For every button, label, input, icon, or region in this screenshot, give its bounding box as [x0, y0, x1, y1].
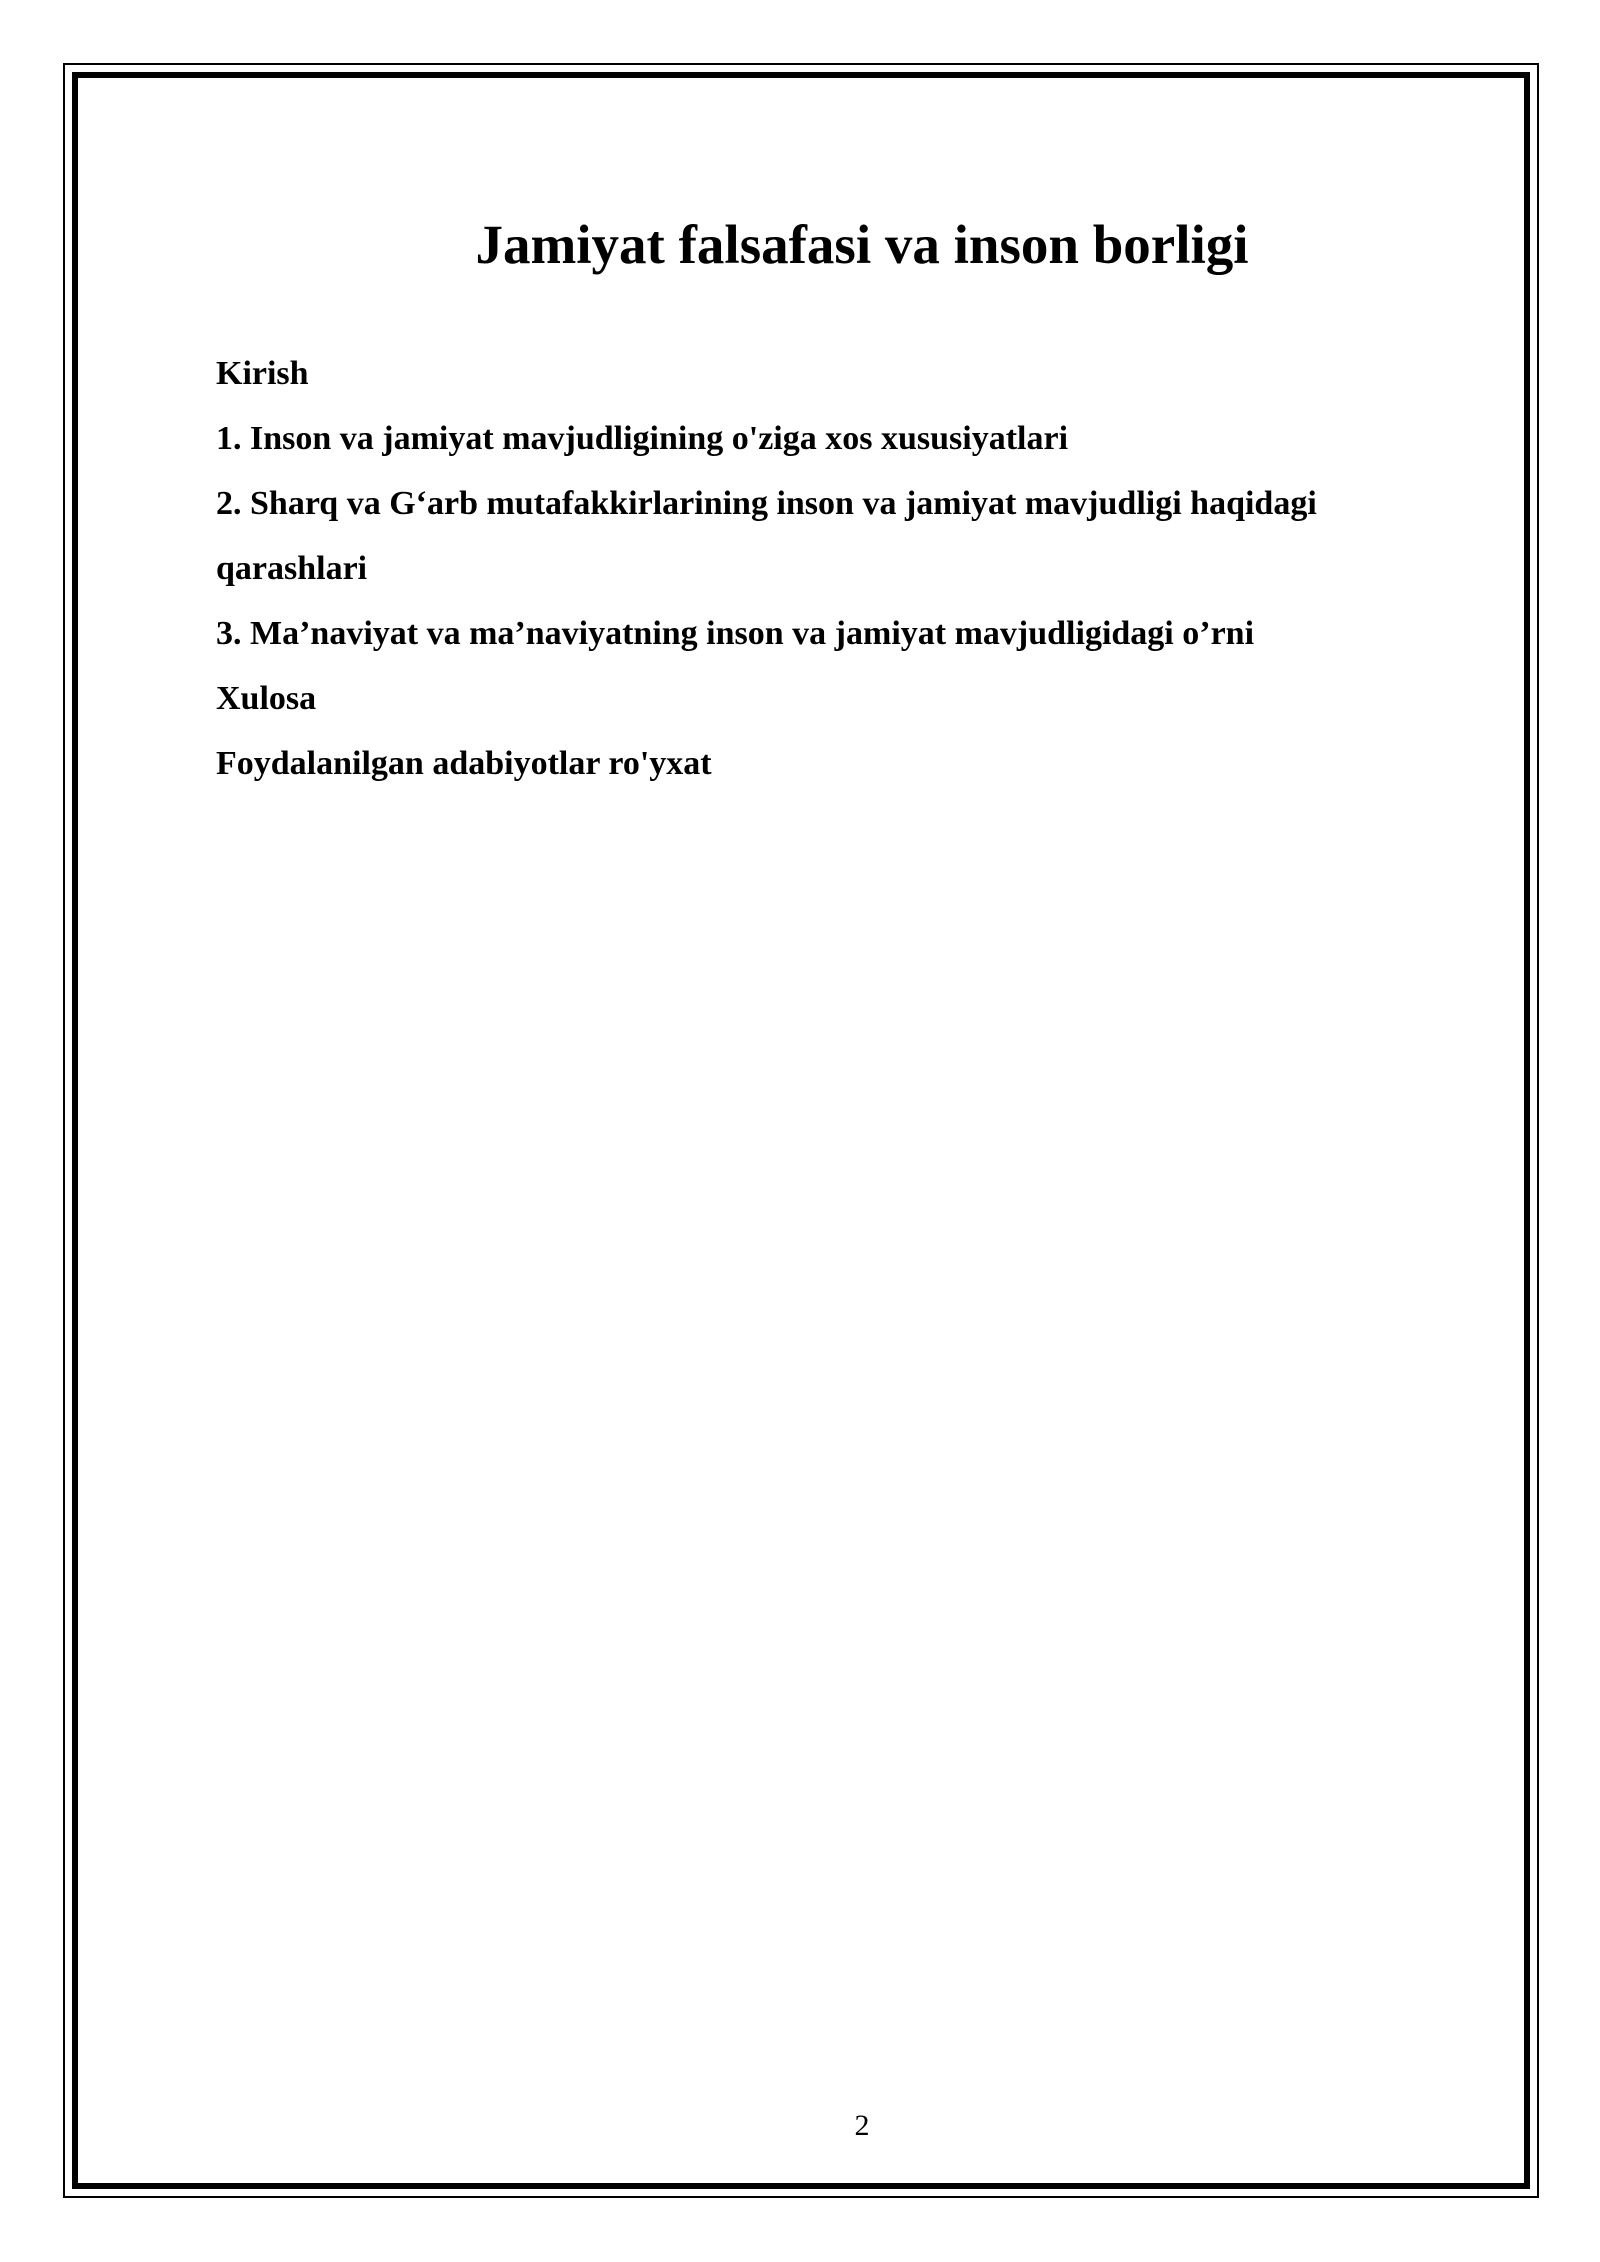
toc-item-section-3: 3. Ma’naviyat va ma’naviyatning inson va jamiyat mavjudligidagi o’rni [216, 615, 1255, 652]
page-title: Jamiyat falsafasi va inson borligi [475, 214, 1249, 275]
toc-item-section-1: 1. Inson va jamiyat mavjudligining o'ziga xos xususiyatlari [216, 420, 1069, 457]
toc-item-bibliography: Foydalanilgan adabiyotlar ro'yxat [216, 745, 712, 782]
toc-item-conclusion: Xulosa [216, 680, 317, 717]
table-of-contents [216, 341, 1476, 796]
page-number: 2 [854, 2109, 870, 2142]
toc-item-section-2: 2. Sharq va G‘arb mutafakkirlarining inson va jamiyat mavjudligi haqidagi qarashlari [216, 485, 1317, 587]
toc-item-intro: Kirish [216, 355, 309, 392]
